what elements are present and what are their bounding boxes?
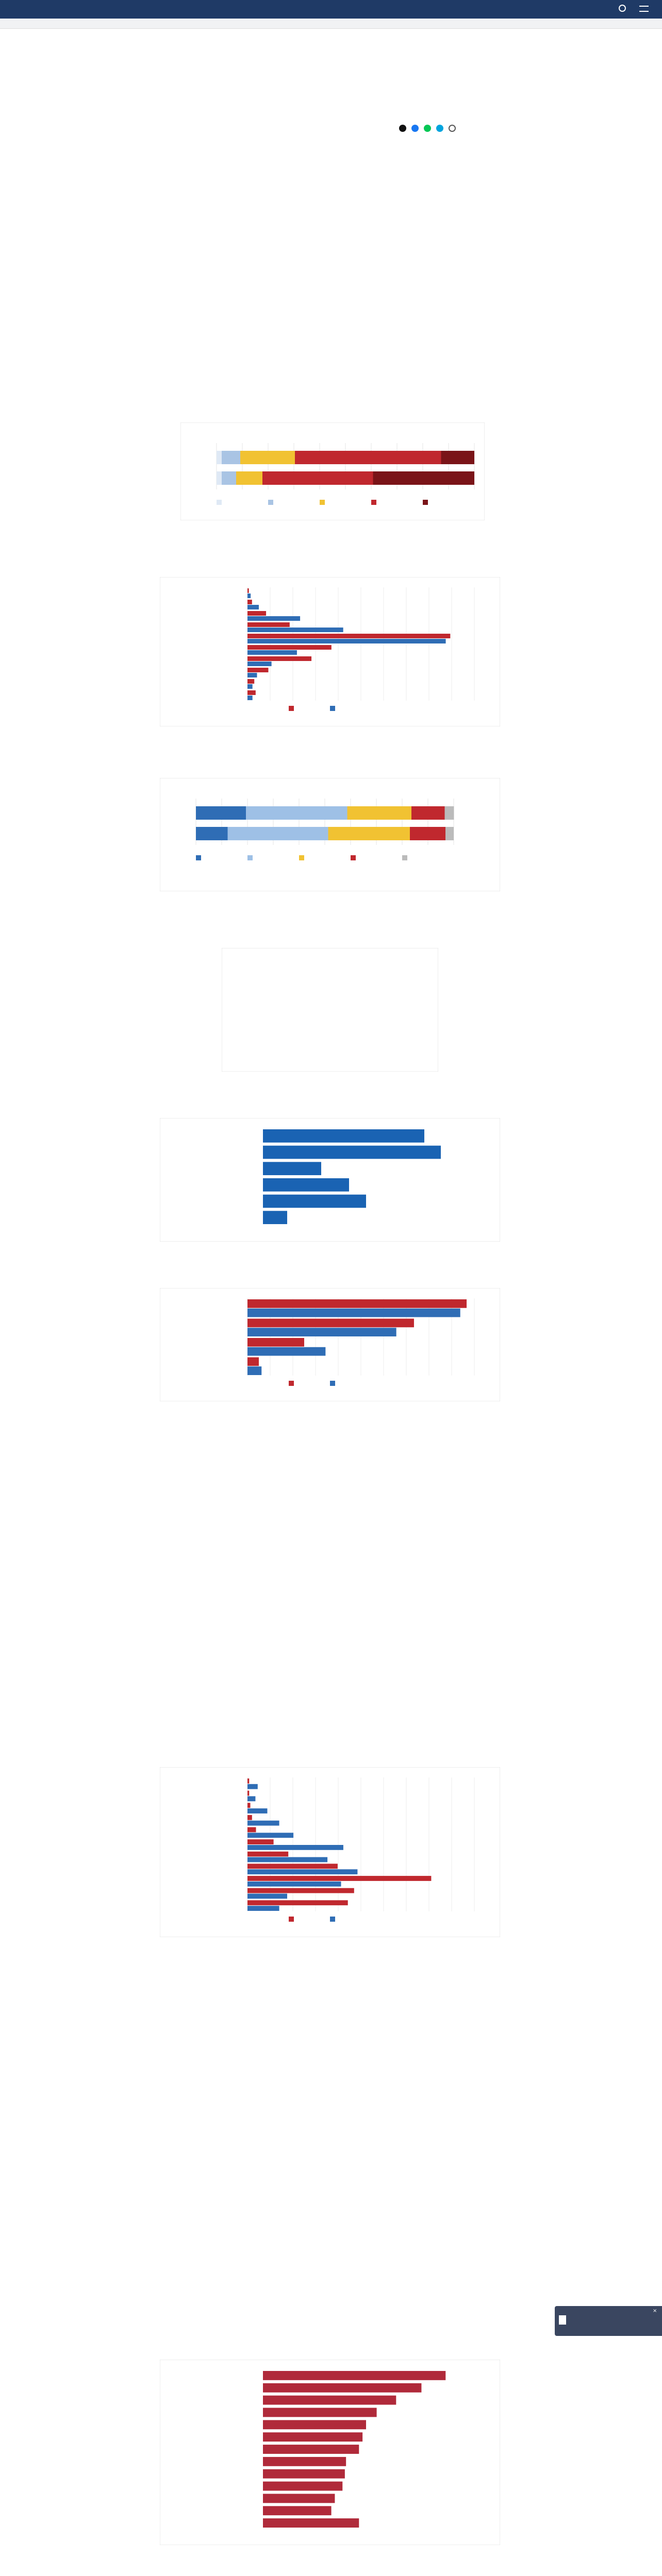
bar <box>263 1211 287 1224</box>
bar-male <box>247 634 450 638</box>
bar <box>263 2494 335 2503</box>
bar-male <box>247 1900 348 1905</box>
legend-swatch <box>289 1917 294 1922</box>
bar <box>263 2420 366 2429</box>
bar <box>263 2408 377 2417</box>
bar-male <box>247 668 268 672</box>
bar <box>263 1162 321 1175</box>
legend-swatch <box>330 706 335 711</box>
bar-male <box>247 1319 414 1328</box>
category-nav <box>0 19 662 29</box>
bar <box>263 2457 346 2466</box>
chart-satisfaction <box>160 778 500 891</box>
bar-male <box>247 1839 274 1844</box>
bar-female <box>247 594 251 598</box>
bar-female <box>247 1784 258 1789</box>
pdf-download-banner[interactable] <box>555 2306 662 2336</box>
chart-rules-pie <box>222 948 438 1072</box>
article-card <box>139 72 523 2576</box>
chart-housework-share <box>180 422 485 520</box>
facebook-share-icon[interactable] <box>411 125 419 132</box>
bar-female <box>247 1869 357 1874</box>
bar-male <box>247 600 252 604</box>
legend-swatch <box>299 855 304 860</box>
bar-male <box>247 1852 288 1857</box>
bar-segment <box>411 806 445 820</box>
bar-segment <box>445 806 454 820</box>
bar-female <box>247 1906 279 1911</box>
pdf-icon <box>559 2315 566 2325</box>
legend-swatch <box>247 855 253 860</box>
bar-female <box>247 1894 287 1899</box>
bar-male <box>247 1803 251 1808</box>
bar-male <box>247 1863 338 1869</box>
chart-appliances <box>160 2360 500 2545</box>
bar-segment <box>295 451 441 464</box>
bar-segment <box>217 471 222 485</box>
bar-female <box>247 1347 325 1356</box>
legend-swatch <box>330 1917 335 1922</box>
legend-swatch <box>289 1381 294 1386</box>
link-copy-icon[interactable] <box>449 125 456 132</box>
bar <box>263 2432 362 2442</box>
bar-segment <box>328 827 410 840</box>
bar-male <box>247 1778 249 1784</box>
bar-female <box>247 628 343 632</box>
close-icon[interactable]: × <box>653 2308 657 2314</box>
hatena-share-icon[interactable] <box>436 125 443 132</box>
bar <box>263 1146 441 1159</box>
bar-female <box>247 1366 261 1375</box>
legend-swatch <box>351 855 356 860</box>
bar-female <box>247 1882 341 1887</box>
line-share-icon[interactable] <box>424 125 431 132</box>
legend-swatch <box>402 855 407 860</box>
search-icon[interactable] <box>619 5 626 12</box>
legend-swatch <box>320 500 325 505</box>
bar-female <box>247 1808 268 1814</box>
legend-swatch <box>268 500 273 505</box>
bar-female <box>247 673 257 677</box>
bar-male <box>247 588 249 593</box>
bar-male <box>247 1876 431 1881</box>
bar <box>263 2383 421 2393</box>
menu-icon[interactable] <box>639 6 649 12</box>
bar-male <box>247 1299 467 1308</box>
bar-male <box>247 1888 354 1893</box>
chart-rule-types <box>160 1118 500 1242</box>
bar-segment <box>240 451 295 464</box>
bar-segment <box>222 451 240 464</box>
legend-swatch <box>217 500 222 505</box>
bar <box>263 1195 366 1208</box>
bar-male <box>247 645 332 650</box>
bar-female <box>247 684 253 689</box>
bar-male <box>247 1815 252 1820</box>
legend-swatch <box>371 500 376 505</box>
bar-female <box>247 605 259 609</box>
bar-female <box>247 662 272 666</box>
bar-female <box>247 1309 460 1317</box>
chart-frame <box>222 948 438 1072</box>
bar-segment <box>373 471 475 485</box>
bar-female <box>247 650 297 655</box>
bar-male <box>247 656 311 661</box>
x-share-icon[interactable] <box>399 125 406 132</box>
bar-segment <box>246 806 347 820</box>
chart-rules-kept <box>160 1288 500 1401</box>
chart-partner-score <box>160 1767 500 1937</box>
bar-female <box>247 1796 255 1801</box>
bar-segment <box>228 827 328 840</box>
bar <box>263 2469 345 2479</box>
bar-male <box>247 679 254 684</box>
bar-male <box>247 1827 256 1833</box>
bar-segment <box>196 827 228 840</box>
legend-swatch <box>330 1381 335 1386</box>
bar <box>263 2482 342 2491</box>
legend-swatch <box>423 500 428 505</box>
bar-segment <box>217 451 222 464</box>
bar-female <box>247 1328 396 1336</box>
bar-male <box>247 622 290 627</box>
site-header <box>0 0 662 19</box>
chart-frame <box>160 577 500 726</box>
bar-male <box>247 1791 249 1796</box>
bar-segment <box>347 806 412 820</box>
bar-segment <box>441 451 475 464</box>
bar-female <box>247 1845 343 1850</box>
bar <box>263 2371 445 2380</box>
bar-segment <box>236 471 262 485</box>
bar-segment <box>262 471 373 485</box>
bar-male <box>247 690 256 695</box>
bar <box>263 2396 396 2405</box>
bar <box>263 2506 332 2515</box>
legend-swatch <box>289 706 294 711</box>
bar <box>263 2445 359 2454</box>
bar-segment <box>222 471 236 485</box>
bar-male <box>247 1338 304 1347</box>
bar <box>263 2518 359 2528</box>
chart-frame <box>160 1767 500 1937</box>
bar-female <box>247 639 446 643</box>
bar-segment <box>445 827 454 840</box>
bar-female <box>247 1857 327 1862</box>
bar-male <box>247 611 266 616</box>
bar-female <box>247 616 300 621</box>
bar-male <box>247 1358 259 1366</box>
bar-female <box>247 696 253 700</box>
bar <box>263 1129 424 1143</box>
chart-ideal-ratio <box>160 577 500 726</box>
bar <box>263 1178 349 1192</box>
bar-segment <box>196 806 246 820</box>
bar-female <box>247 1821 279 1826</box>
bar-female <box>247 1833 293 1838</box>
bar-segment <box>410 827 445 840</box>
legend-swatch <box>196 855 201 860</box>
